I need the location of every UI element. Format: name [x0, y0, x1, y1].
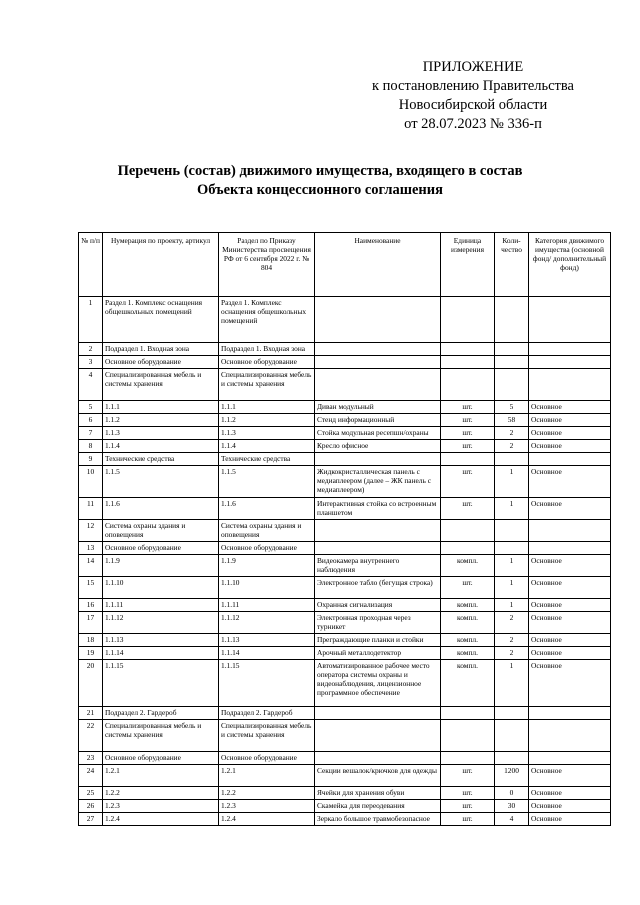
cell-number: 8	[79, 440, 103, 453]
table-row	[79, 660, 611, 707]
cell-unit: компл.	[441, 599, 495, 612]
cell-quantity: 0	[495, 787, 529, 800]
cell-article: 1.1.3	[103, 427, 219, 440]
cell-article: Подраздел 2. Гардероб	[103, 707, 219, 720]
appendix-resolution: к постановлению Правительства	[372, 78, 574, 94]
cell-name: Диван модульный	[315, 401, 441, 414]
table-row	[79, 599, 611, 612]
cell-order-section: 1.1.5	[219, 466, 315, 498]
cell-number: 18	[79, 634, 103, 647]
cell-quantity	[495, 369, 529, 401]
cell-unit: шт.	[441, 787, 495, 800]
cell-name: Зеркало большое травмобезопасное	[315, 813, 441, 826]
table-row	[79, 647, 611, 660]
cell-unit	[441, 520, 495, 542]
cell-order-section: Специализированная мебель и системы хранения	[219, 369, 315, 401]
cell-unit	[441, 356, 495, 369]
cell-category	[529, 542, 611, 555]
cell-article: 1.1.14	[103, 647, 219, 660]
cell-order-section: 1.1.11	[219, 599, 315, 612]
cell-category	[529, 343, 611, 356]
cell-unit	[441, 343, 495, 356]
cell-quantity: 1	[495, 577, 529, 599]
cell-quantity: 2	[495, 427, 529, 440]
cell-number: 10	[79, 466, 103, 498]
table-row	[79, 800, 611, 813]
document-title-line-2: Объекта концессионного соглашения	[196, 182, 443, 198]
cell-article: Основное оборудование	[103, 752, 219, 765]
cell-name: Жидкокристаллическая панель с медиаплеером (далее – ЖК панель с медиаплеером)	[315, 466, 441, 498]
cell-quantity: 1	[495, 660, 529, 707]
cell-category: Основное	[529, 660, 611, 707]
cell-number: 2	[79, 343, 103, 356]
table-row	[79, 555, 611, 577]
cell-number: 20	[79, 660, 103, 707]
cell-article: 1.1.5	[103, 466, 219, 498]
header-unit: Единица измерения	[441, 233, 495, 297]
table-row	[79, 414, 611, 427]
cell-name	[315, 453, 441, 466]
cell-quantity	[495, 752, 529, 765]
cell-unit: компл.	[441, 634, 495, 647]
table-row	[79, 356, 611, 369]
cell-number: 23	[79, 752, 103, 765]
cell-category: Основное	[529, 634, 611, 647]
cell-article: Основное оборудование	[103, 542, 219, 555]
cell-unit: шт.	[441, 765, 495, 787]
cell-order-section: Подраздел 2. Гардероб	[219, 707, 315, 720]
cell-category: Основное	[529, 498, 611, 520]
cell-quantity: 1200	[495, 765, 529, 787]
cell-article: 1.1.15	[103, 660, 219, 707]
cell-category: Основное	[529, 800, 611, 813]
table-row	[79, 720, 611, 752]
cell-name: Арочный металлодетектор	[315, 647, 441, 660]
table-row	[79, 427, 611, 440]
cell-unit: шт.	[441, 401, 495, 414]
cell-quantity	[495, 720, 529, 752]
cell-quantity	[495, 707, 529, 720]
cell-name	[315, 297, 441, 343]
cell-unit: шт.	[441, 427, 495, 440]
table-row	[79, 401, 611, 414]
cell-category: Основное	[529, 555, 611, 577]
table-row	[79, 369, 611, 401]
cell-article: Технические средства	[103, 453, 219, 466]
document-title	[0, 162, 640, 200]
cell-number: 21	[79, 707, 103, 720]
cell-unit	[441, 542, 495, 555]
cell-name: Электронная проходная через турникет	[315, 612, 441, 634]
cell-article: Специализированная мебель и системы хранения	[103, 720, 219, 752]
cell-quantity: 1	[495, 466, 529, 498]
cell-order-section: Основное оборудование	[219, 542, 315, 555]
table-row	[79, 787, 611, 800]
cell-order-section: Технические средства	[219, 453, 315, 466]
cell-quantity: 2	[495, 634, 529, 647]
cell-name	[315, 720, 441, 752]
cell-name	[315, 369, 441, 401]
cell-order-section: Система охраны здания и оповещения	[219, 520, 315, 542]
cell-category	[529, 707, 611, 720]
cell-quantity: 30	[495, 800, 529, 813]
cell-order-section: 1.1.3	[219, 427, 315, 440]
cell-unit: компл.	[441, 555, 495, 577]
cell-order-section: 1.1.2	[219, 414, 315, 427]
cell-number: 24	[79, 765, 103, 787]
cell-category	[529, 520, 611, 542]
table-row	[79, 297, 611, 343]
cell-unit	[441, 369, 495, 401]
cell-name: Секции вешалок/крючков для одежды	[315, 765, 441, 787]
cell-quantity	[495, 520, 529, 542]
cell-name: Кресло офисное	[315, 440, 441, 453]
cell-article: 1.1.9	[103, 555, 219, 577]
cell-category: Основное	[529, 401, 611, 414]
cell-number: 6	[79, 414, 103, 427]
cell-article: 1.2.3	[103, 800, 219, 813]
cell-number: 9	[79, 453, 103, 466]
table-row	[79, 343, 611, 356]
cell-name: Преграждающие планки и стойки	[315, 634, 441, 647]
cell-quantity	[495, 356, 529, 369]
cell-category: Основное	[529, 787, 611, 800]
cell-quantity: 1	[495, 555, 529, 577]
cell-number: 1	[79, 297, 103, 343]
cell-name: Стойка модульная ресепшн/охраны	[315, 427, 441, 440]
cell-unit: шт.	[441, 577, 495, 599]
cell-category: Основное	[529, 414, 611, 427]
table-row	[79, 752, 611, 765]
cell-number: 27	[79, 813, 103, 826]
table-header-row	[79, 233, 611, 297]
cell-number: 17	[79, 612, 103, 634]
cell-article: Подраздел 1. Входная зона	[103, 343, 219, 356]
appendix-region: Новосибирской области	[398, 97, 548, 113]
table-row	[79, 466, 611, 498]
cell-name	[315, 356, 441, 369]
table-row	[79, 520, 611, 542]
cell-number: 26	[79, 800, 103, 813]
cell-article: 1.1.6	[103, 498, 219, 520]
table-row	[79, 577, 611, 599]
cell-unit: шт.	[441, 813, 495, 826]
cell-name	[315, 707, 441, 720]
cell-number: 15	[79, 577, 103, 599]
cell-quantity: 58	[495, 414, 529, 427]
cell-number: 4	[79, 369, 103, 401]
cell-number: 14	[79, 555, 103, 577]
cell-number: 16	[79, 599, 103, 612]
table-row	[79, 453, 611, 466]
table-row	[79, 612, 611, 634]
table-row	[79, 765, 611, 787]
cell-name: Ячейки для хранения обуви	[315, 787, 441, 800]
header-article: Нумерация по проекту, артикул	[103, 233, 219, 297]
cell-category: Основное	[529, 577, 611, 599]
cell-category: Основное	[529, 427, 611, 440]
cell-category: Основное	[529, 612, 611, 634]
cell-number: 5	[79, 401, 103, 414]
cell-article: 1.1.1	[103, 401, 219, 414]
cell-name: Автоматизированное рабочее место оператора системы охраны и видеонаблюдения, лицензионное программное обеспечение	[315, 660, 441, 707]
cell-order-section: 1.1.12	[219, 612, 315, 634]
cell-order-section: 1.1.10	[219, 577, 315, 599]
cell-article: Специализированная мебель и системы хранения	[103, 369, 219, 401]
property-table	[78, 232, 611, 826]
cell-category	[529, 297, 611, 343]
cell-number: 19	[79, 647, 103, 660]
cell-name	[315, 343, 441, 356]
cell-quantity: 1	[495, 599, 529, 612]
cell-number: 11	[79, 498, 103, 520]
cell-article: 1.1.11	[103, 599, 219, 612]
appendix-date-number: от 28.07.2023 № 336-п	[404, 116, 542, 132]
document-title-line-1: Перечень (состав) движимого имущества, входящего в состав	[117, 163, 523, 179]
cell-order-section: Специализированная мебель и системы хранения	[219, 720, 315, 752]
cell-article: 1.1.12	[103, 612, 219, 634]
cell-quantity: 4	[495, 813, 529, 826]
table-row	[79, 634, 611, 647]
cell-unit	[441, 752, 495, 765]
appendix-block	[368, 58, 578, 134]
cell-name: Электронное табло (бегущая строка)	[315, 577, 441, 599]
cell-article: 1.1.10	[103, 577, 219, 599]
cell-article: Основное оборудование	[103, 356, 219, 369]
cell-category: Основное	[529, 765, 611, 787]
cell-category: Основное	[529, 647, 611, 660]
cell-category	[529, 369, 611, 401]
cell-category: Основное	[529, 466, 611, 498]
cell-name	[315, 752, 441, 765]
cell-category: Основное	[529, 813, 611, 826]
cell-unit	[441, 453, 495, 466]
cell-article: Раздел 1. Комплекс оснащения общешкольных помещений	[103, 297, 219, 343]
cell-article: Система охраны здания и оповещения	[103, 520, 219, 542]
cell-article: 1.1.2	[103, 414, 219, 427]
cell-quantity	[495, 453, 529, 466]
header-number: № п/п	[79, 233, 103, 297]
cell-order-section: 1.1.6	[219, 498, 315, 520]
cell-name: Стенд информационный	[315, 414, 441, 427]
cell-unit: компл.	[441, 647, 495, 660]
cell-order-section: 1.1.13	[219, 634, 315, 647]
cell-order-section: Основное оборудование	[219, 356, 315, 369]
cell-number: 12	[79, 520, 103, 542]
cell-name: Интерактивная стойка со встроенным планшетом	[315, 498, 441, 520]
cell-order-section: 1.1.15	[219, 660, 315, 707]
cell-unit	[441, 707, 495, 720]
cell-number: 7	[79, 427, 103, 440]
cell-article: 1.1.13	[103, 634, 219, 647]
cell-number: 3	[79, 356, 103, 369]
cell-quantity: 2	[495, 647, 529, 660]
cell-article: 1.2.2	[103, 787, 219, 800]
cell-order-section: 1.1.4	[219, 440, 315, 453]
cell-unit: компл.	[441, 660, 495, 707]
table-row	[79, 542, 611, 555]
cell-number: 25	[79, 787, 103, 800]
cell-category	[529, 720, 611, 752]
cell-name: Скамейка для переодевания	[315, 800, 441, 813]
cell-unit: шт.	[441, 466, 495, 498]
cell-name: Охранная сигнализация	[315, 599, 441, 612]
cell-quantity	[495, 343, 529, 356]
cell-quantity: 1	[495, 498, 529, 520]
cell-number: 13	[79, 542, 103, 555]
cell-unit	[441, 297, 495, 343]
cell-order-section: 1.2.4	[219, 813, 315, 826]
cell-unit: шт.	[441, 800, 495, 813]
cell-category: Основное	[529, 599, 611, 612]
cell-name	[315, 520, 441, 542]
table-row	[79, 498, 611, 520]
table-row	[79, 813, 611, 826]
cell-order-section: 1.2.2	[219, 787, 315, 800]
cell-order-section: 1.1.1	[219, 401, 315, 414]
cell-quantity	[495, 297, 529, 343]
cell-order-section: 1.2.3	[219, 800, 315, 813]
cell-article: 1.2.4	[103, 813, 219, 826]
cell-order-section: 1.1.14	[219, 647, 315, 660]
header-category: Категория движимого имущества (основной фонд/ дополнительный фонд)	[529, 233, 611, 297]
cell-article: 1.2.1	[103, 765, 219, 787]
header-quantity: Коли-чество	[495, 233, 529, 297]
cell-quantity	[495, 542, 529, 555]
cell-unit: шт.	[441, 414, 495, 427]
cell-quantity: 2	[495, 440, 529, 453]
cell-name: Видеокамера внутреннего наблюдения	[315, 555, 441, 577]
table-row	[79, 440, 611, 453]
table-row	[79, 707, 611, 720]
cell-unit: шт.	[441, 440, 495, 453]
cell-number: 22	[79, 720, 103, 752]
cell-order-section: Основное оборудование	[219, 752, 315, 765]
cell-order-section: Подраздел 1. Входная зона	[219, 343, 315, 356]
cell-unit: шт.	[441, 498, 495, 520]
cell-category: Основное	[529, 440, 611, 453]
cell-order-section: 1.2.1	[219, 765, 315, 787]
cell-order-section: 1.1.9	[219, 555, 315, 577]
cell-category	[529, 752, 611, 765]
cell-category	[529, 453, 611, 466]
header-order-section: Раздел по Приказу Министерства просвещения РФ от 6 сентября 2022 г. № 804	[219, 233, 315, 297]
cell-unit: компл.	[441, 612, 495, 634]
cell-order-section: Раздел 1. Комплекс оснащения общешкольных помещений	[219, 297, 315, 343]
cell-category	[529, 356, 611, 369]
appendix-heading: ПРИЛОЖЕНИЕ	[422, 59, 524, 75]
table-body	[79, 297, 611, 826]
cell-article: 1.1.4	[103, 440, 219, 453]
cell-quantity: 2	[495, 612, 529, 634]
cell-unit	[441, 720, 495, 752]
cell-name	[315, 542, 441, 555]
header-name: Наименование	[315, 233, 441, 297]
cell-quantity: 5	[495, 401, 529, 414]
